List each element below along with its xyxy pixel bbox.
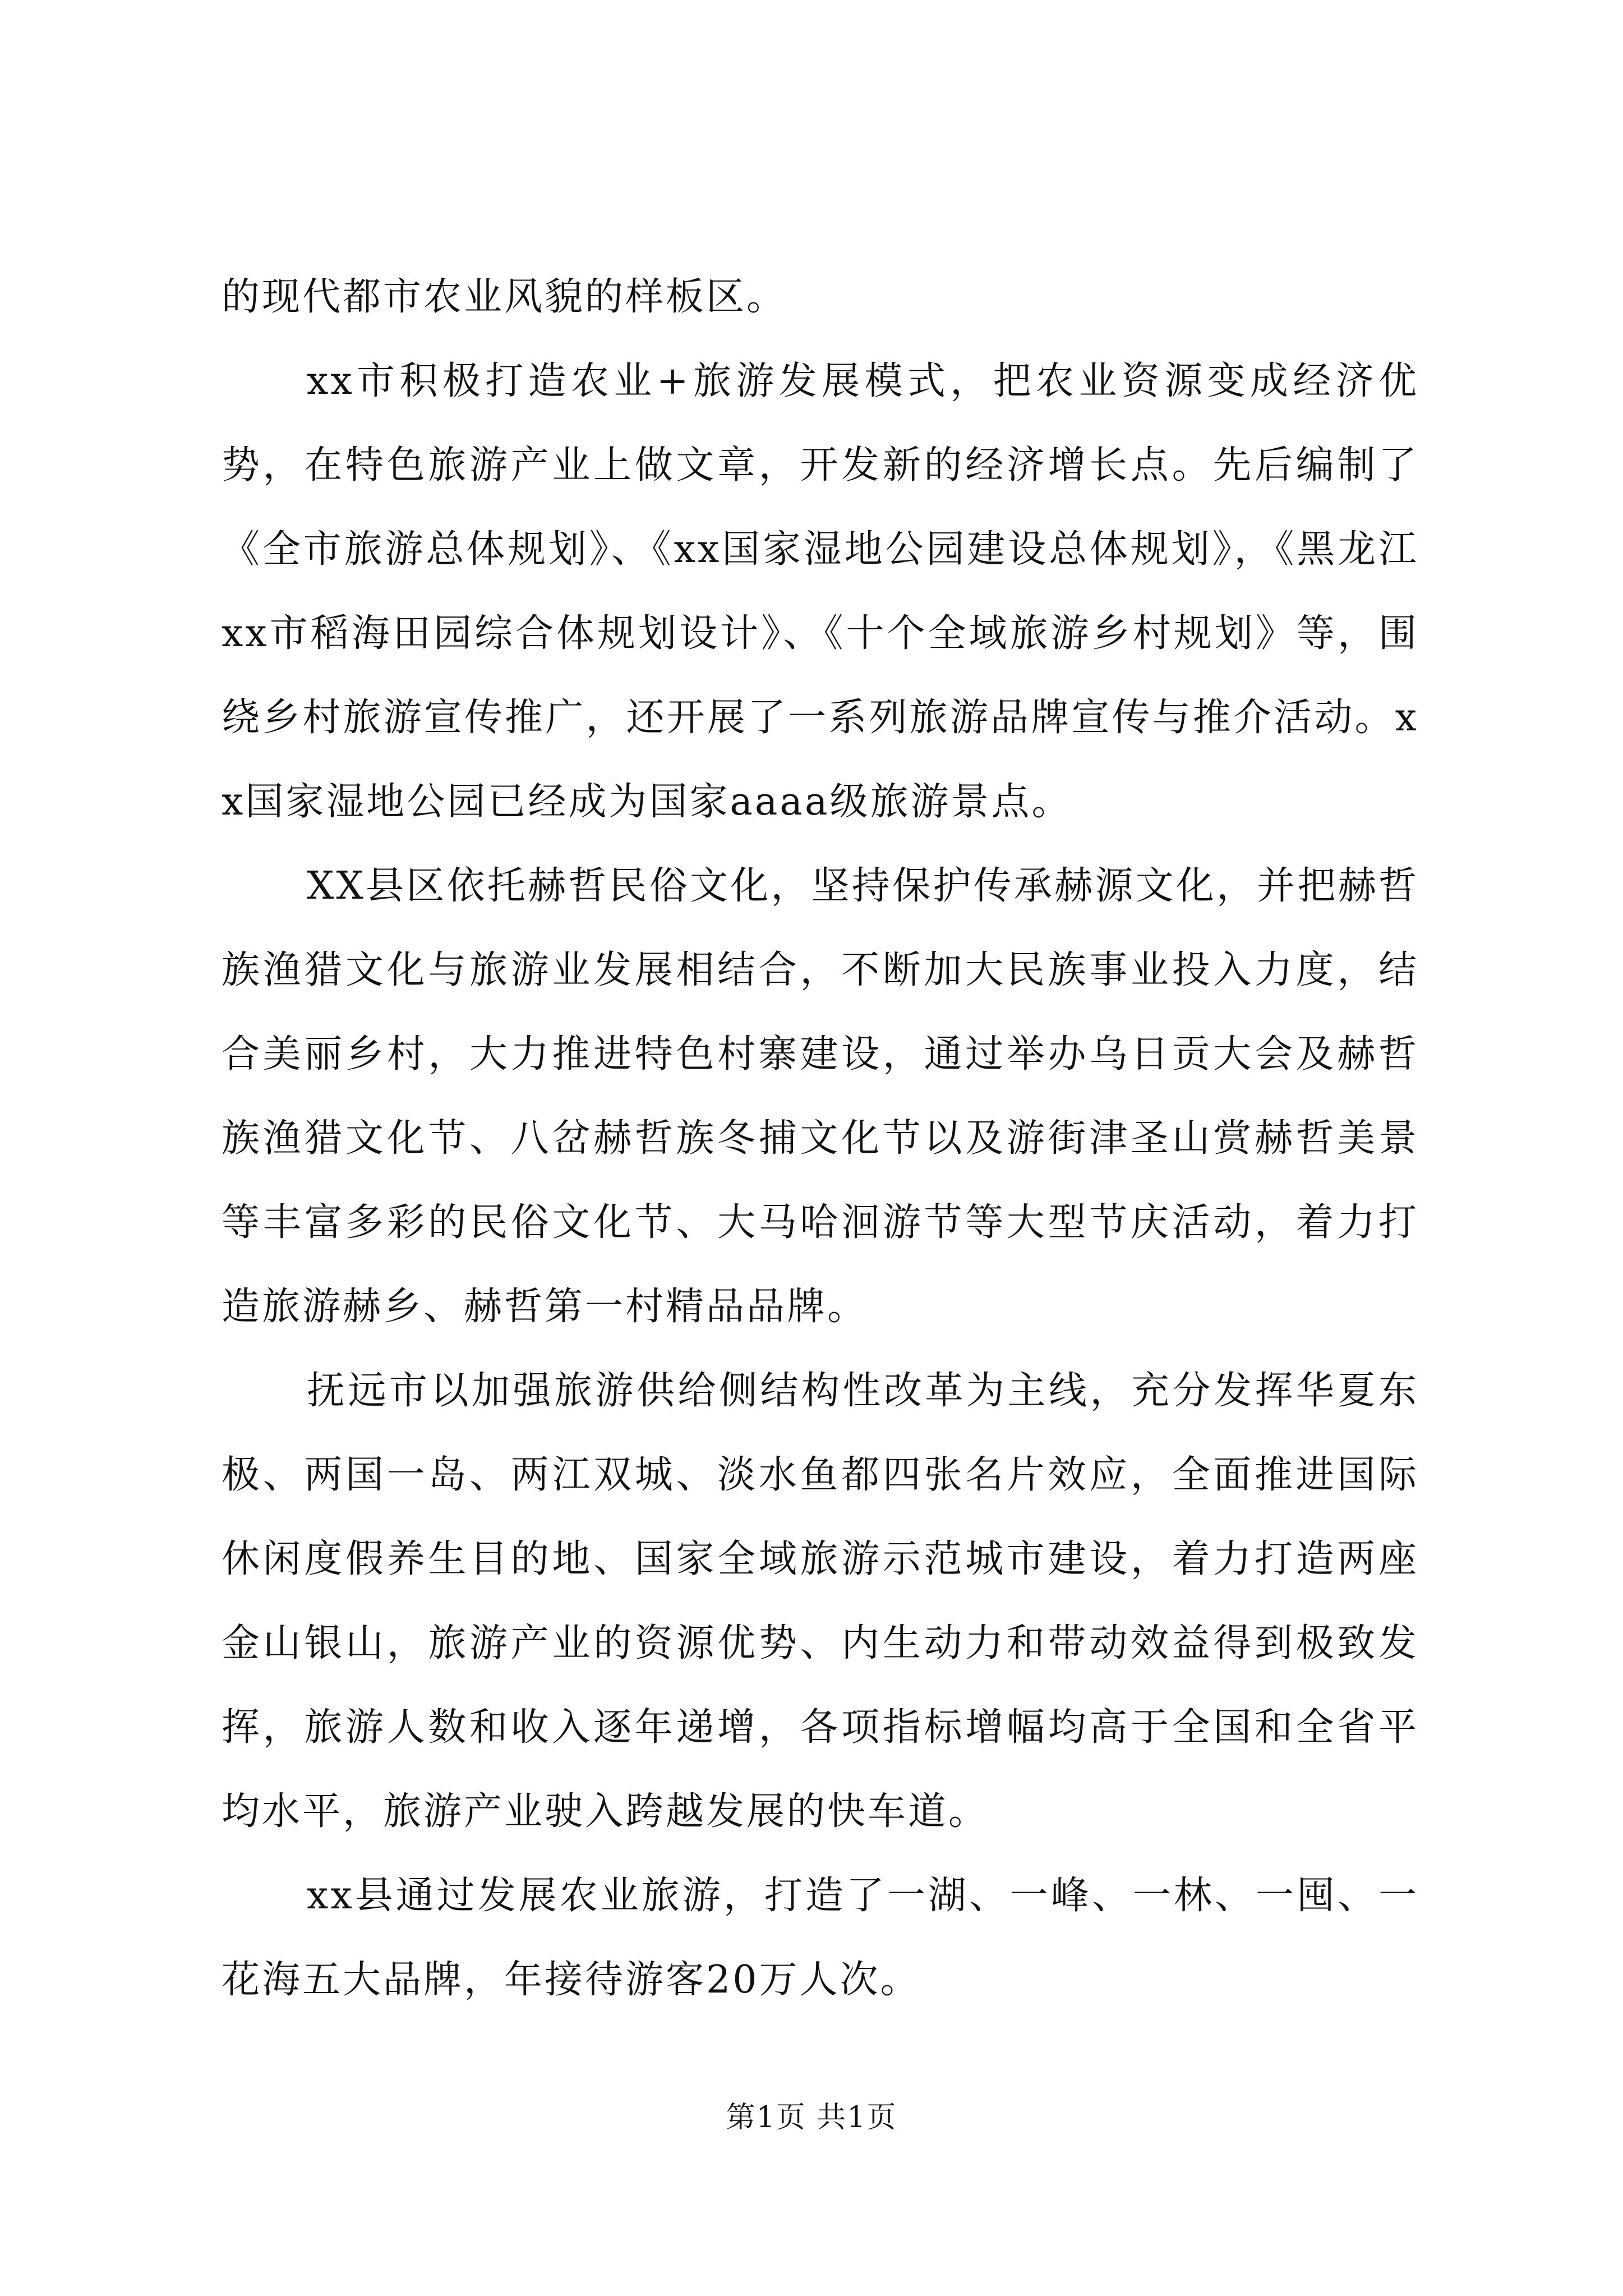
paragraph-4: 抚远市以加强旅游供给侧结构性改革为主线，充分发挥华夏东极、两国一岛、两江双城、淡水鱼都四张名片效应，全面推进国际休闲度假养生目的地、国家全域旅游示范城市建设，着力打造两座金山银山，旅游产业的资源优势、内生动力和带动效益得到极致发挥，旅游人数和收入逐年递增，各项指标增幅均高于全国和全省平均水平，旅游产业驶入跨越发展的快车道。 xyxy=(222,1369,1419,1834)
paragraph-5: xx县通过发展农业旅游，打造了一湖、一峰、一林、一囤、一花海五大品牌，年接待游客20万人次。 xyxy=(222,1874,1419,2002)
paragraph-2: xx市积极打造农业+旅游发展模式，把农业资源变成经济优势，在特色旅游产业上做文章，开发新的经济增长点。先后编制了《全市旅游总体规划》、《xx国家湿地公园建设总体规划》，《黑龙江xx市稻海田园综合体规划设计》、《十个全域旅游乡村规划》等，围绕乡村旅游宣传推广，还开展了一系列旅游品牌宣传与推介活动。xx国家湿地公园已经成为国家aaaa级旅游景点。 xyxy=(222,359,1419,824)
paragraph-3: XX县区依托赫哲民俗文化，坚持保护传承赫源文化，并把赫哲族渔猎文化与旅游业发展相结合，不断加大民族事业投入力度，结合美丽乡村，大力推进特色村寨建设，通过举办乌日贡大会及赫哲族渔猎文化节、八岔赫哲族冬捕文化节以及游街津圣山赏赫哲美景等丰富多彩的民俗文化节、大马哈洄游节等大型节庆活动，着力打造旅游赫乡、赫哲第一村精品品牌。 xyxy=(222,864,1419,1329)
paragraph-1: 的现代都市农业风貌的样板区。 xyxy=(222,275,787,319)
page-footer xyxy=(0,2098,1623,2137)
page-number: 第1页 共1页 xyxy=(726,2101,897,2134)
document-body xyxy=(222,255,1419,2022)
